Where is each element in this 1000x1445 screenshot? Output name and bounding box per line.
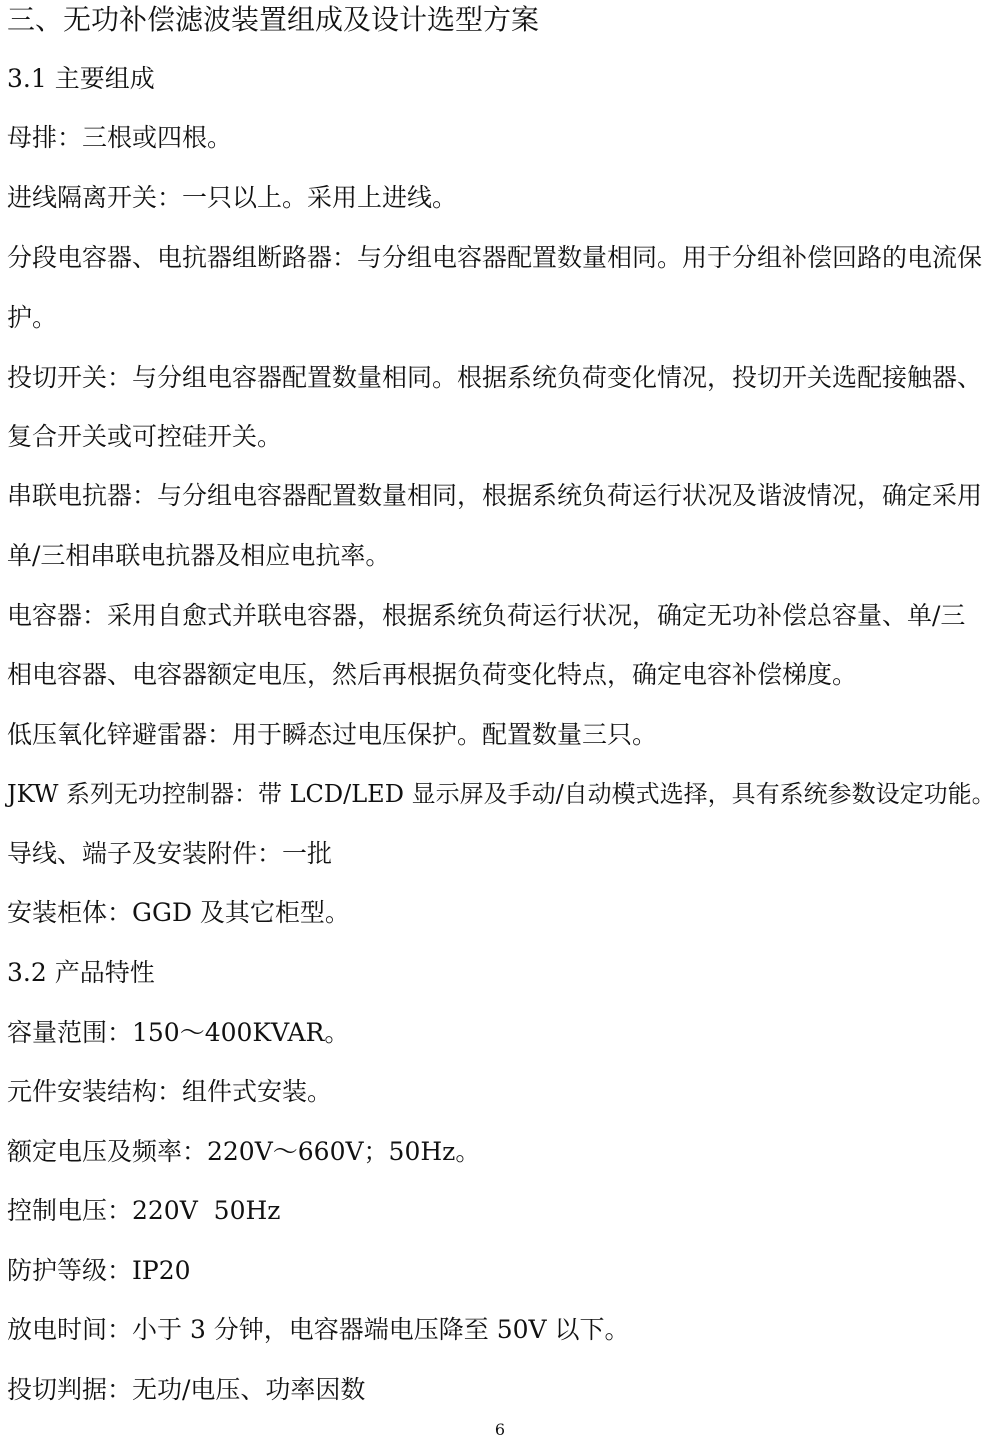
paragraph-line: 额定电压及频率：220V～660V；50Hz。 — [7, 1137, 481, 1166]
paragraph-line: 复合开关或可控硅开关。 — [7, 422, 283, 451]
subsection-heading: 3.1 主要组成 — [7, 64, 155, 93]
paragraph-line: JKW 系列无功控制器：带 LCD/LED 显示屏及手动/自动模式选择，具有系统参数设定功能。 — [7, 780, 996, 808]
paragraph-line: 串联电抗器：与分组电容器配置数量相同，根据系统负荷运行状况及谐波情况，确定采用 — [7, 481, 983, 510]
paragraph-line: 电容器：采用自愈式并联电容器，根据系统负荷运行状况，确定无功补偿总容量、单/三 — [7, 601, 966, 630]
section-title: 三、无功补偿滤波装置组成及设计选型方案 — [7, 3, 540, 36]
paragraph-line: 母排：三根或四根。 — [7, 123, 233, 152]
subsection-heading: 3.2 产品特性 — [7, 958, 155, 987]
paragraph-line: 进线隔离开关：一只以上。采用上进线。 — [7, 183, 458, 212]
paragraph-line: 容量范围：150～400KVAR。 — [7, 1018, 350, 1047]
paragraph-line: 相电容器、电容器额定电压，然后再根据负荷变化特点，确定电容补偿梯度。 — [7, 660, 858, 689]
paragraph-line: 护。 — [7, 303, 58, 332]
paragraph-line: 导线、端子及安装附件：一批 — [7, 839, 333, 868]
page-number: 6 — [494, 1420, 506, 1439]
paragraph-line: 安装柜体：GGD 及其它柜型。 — [7, 898, 350, 927]
paragraph-line: 防护等级：IP20 — [7, 1256, 191, 1285]
paragraph-line: 放电时间：小于 3 分钟，电容器端电压降至 50V 以下。 — [7, 1315, 630, 1344]
paragraph-line: 元件安装结构：组件式安装。 — [7, 1077, 333, 1106]
paragraph-line: 单/三相串联电抗器及相应电抗率。 — [7, 541, 391, 570]
paragraph-line: 控制电压：220V 50Hz — [7, 1196, 281, 1225]
paragraph-line: 投切判据：无功/电压、功率因数 — [7, 1375, 366, 1404]
paragraph-line: 投切开关：与分组电容器配置数量相同。根据系统负荷变化情况，投切开关选配接触器、 — [7, 363, 983, 392]
paragraph-line: 分段电容器、电抗器组断路器：与分组电容器配置数量相同。用于分组补偿回路的电流保 — [7, 243, 983, 272]
paragraph-line: 低压氧化锌避雷器：用于瞬态过电压保护。配置数量三只。 — [7, 720, 658, 749]
